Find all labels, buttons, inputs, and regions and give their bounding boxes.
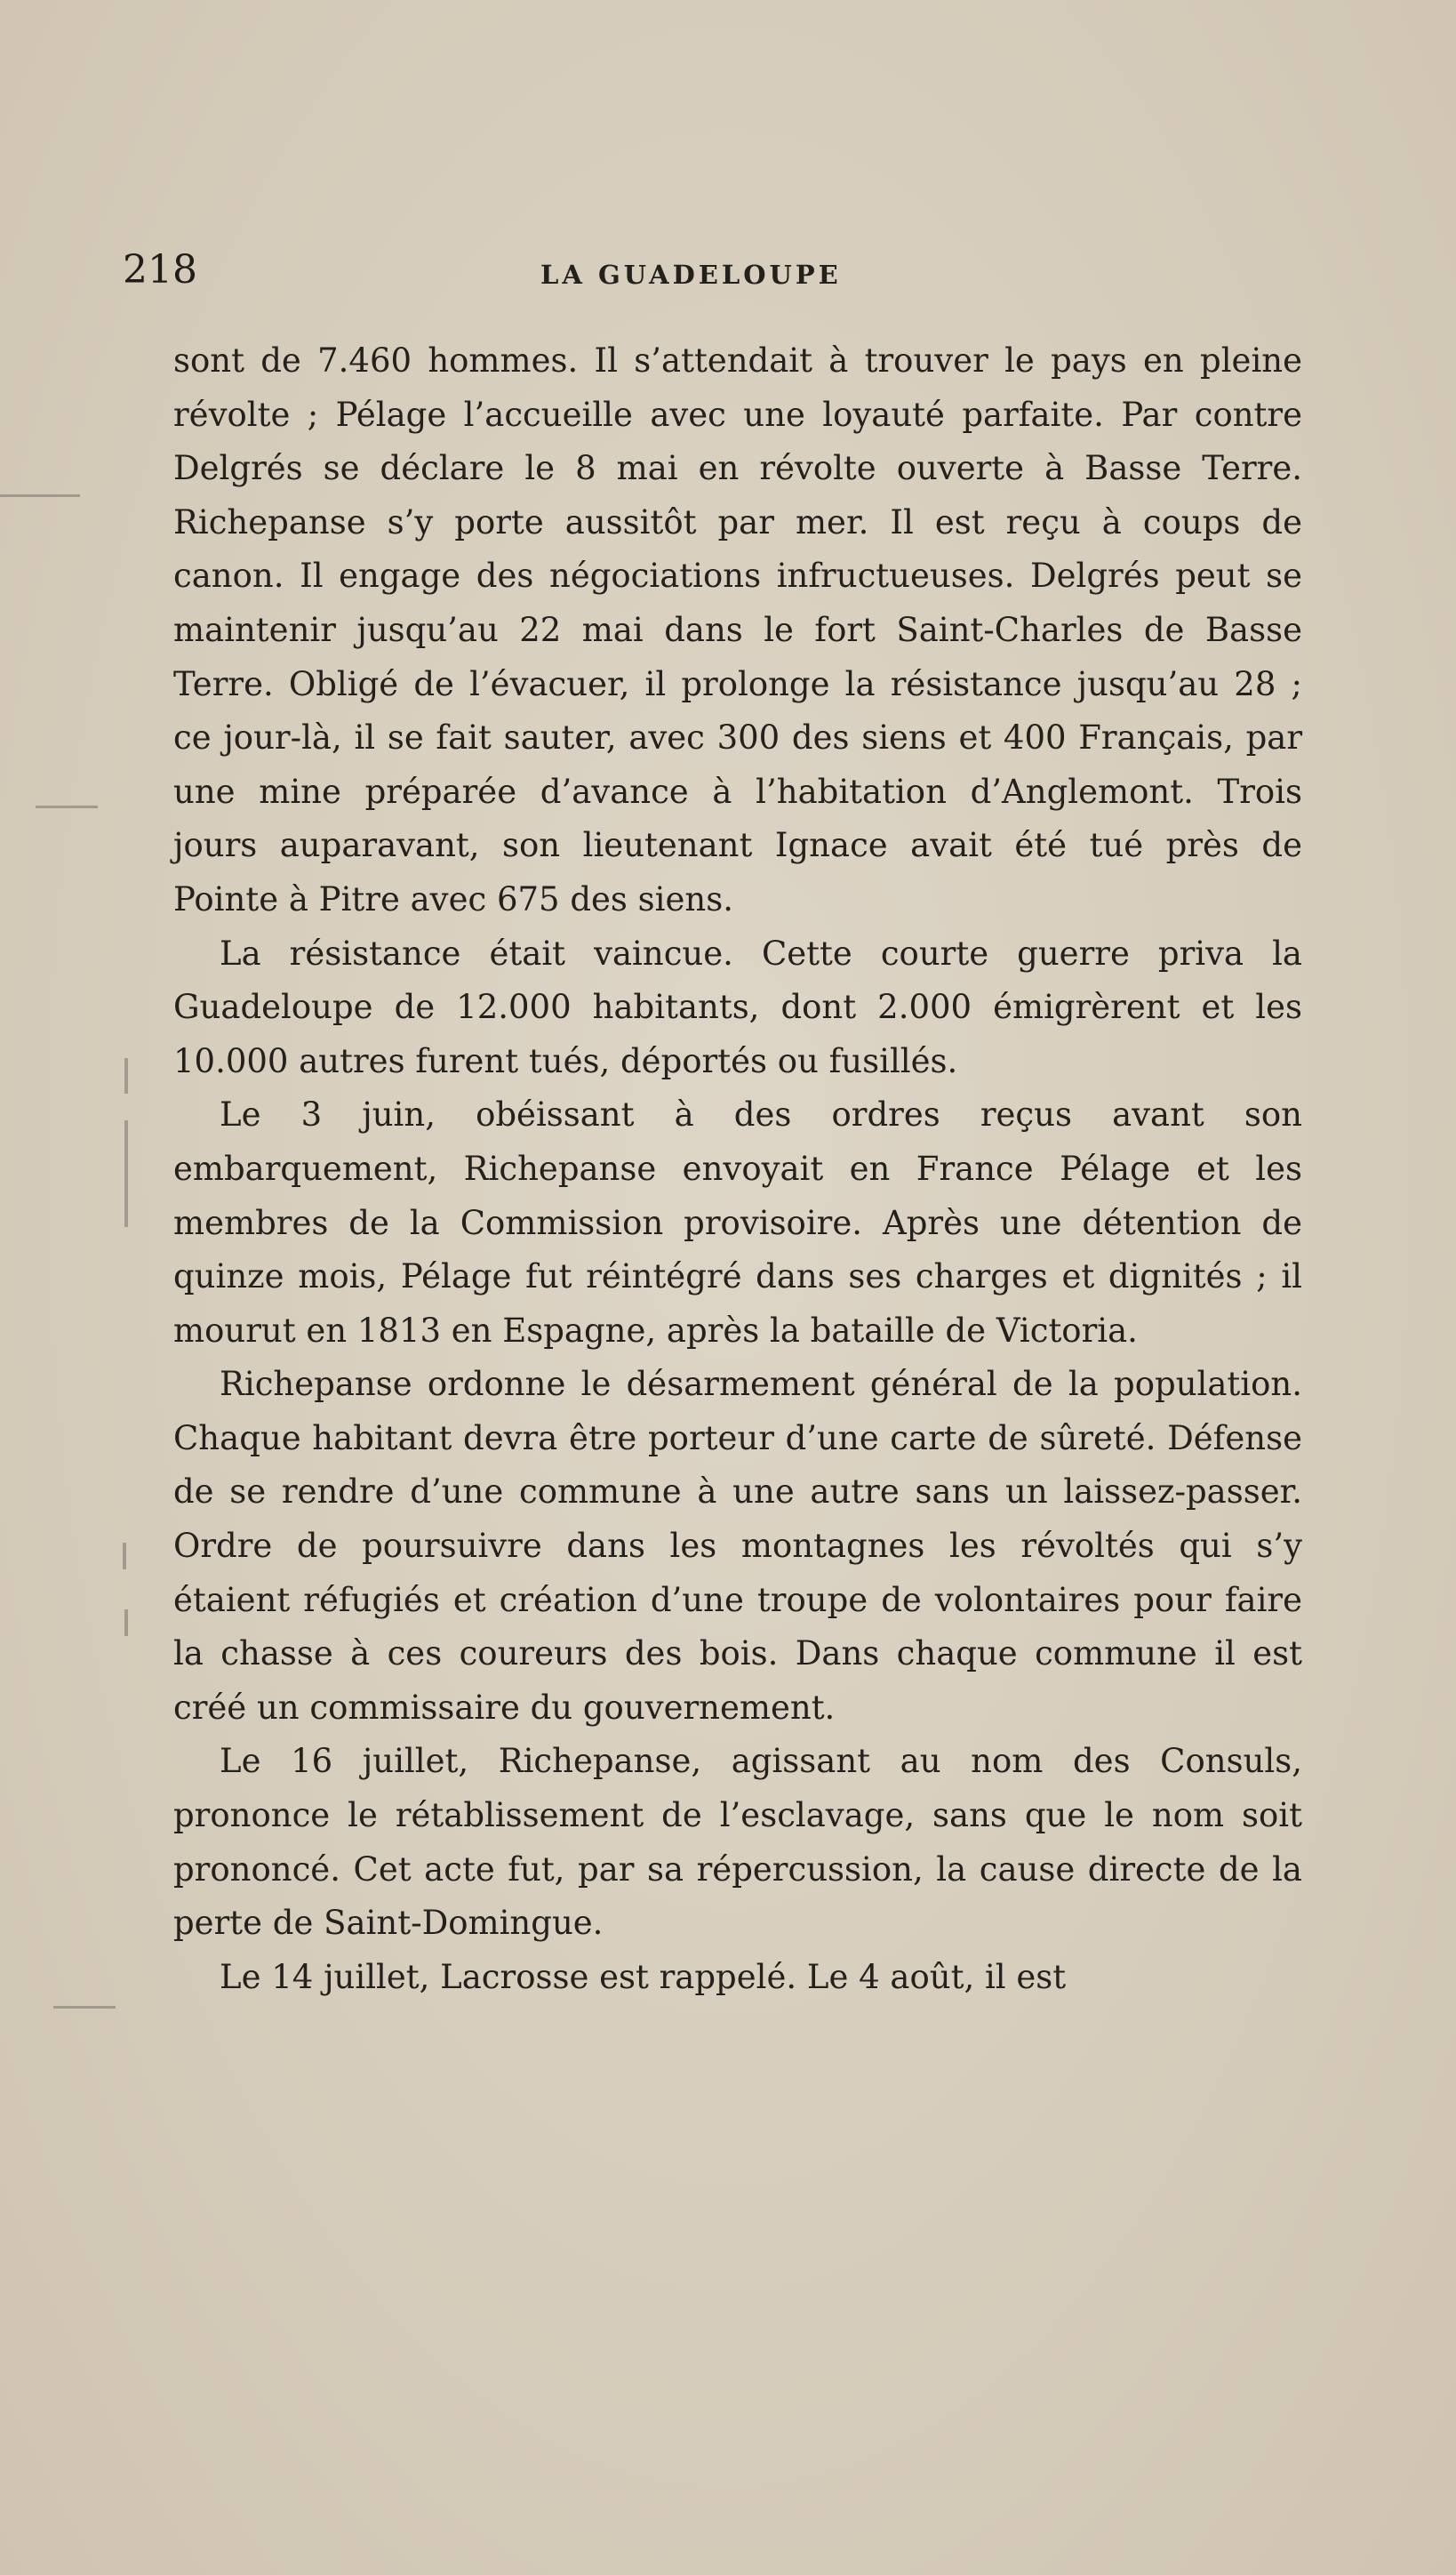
page-number: 218 xyxy=(123,247,197,293)
margin-mark xyxy=(124,1058,128,1094)
margin-mark xyxy=(124,1120,128,1227)
paragraph-1: sont de 7.460 hommes. Il s’attendait à trouver le pays en pleine révolte ; Pélage l’accueille avec une loyauté parfaite. Par contre Delgrés se déclare le 8 mai en révolte ouverte à Basse Terre. Richepanse s’y porte aussitôt par mer. Il est reçu à coups de canon. Il engage des négociations infructueuses. Delgrés peut se maintenir jusqu’au 22 mai dans le fort Saint-Charles de Basse Terre. Obligé de l’évacuer, il prolonge la résistance jusqu’au 28 ; ce jour-là, il se fait sauter, avec 300 des siens et 400 Français, par une mine préparée d’avance à l’habitation d’Anglemont. Trois jours auparavant, son lieutenant Ignace avait été tué près de Pointe à Pitre avec 675 des siens. xyxy=(173,341,1302,918)
page-header xyxy=(123,247,1305,301)
margin-mark xyxy=(124,1609,128,1636)
paragraph-4: Richepanse ordonne le désarmement général de la population. Chaque habitant devra être porteur d’une carte de sûreté. Défense de se rendre d’une commune à une autre sans un laissez-passer. Ordre de poursuivre dans les montagnes les révoltés qui s’y étaient réfugiés et création d’une troupe de volontaires pour faire la chasse à ces coureurs des bois. Dans chaque commune il est créé un commissaire du gouvernement. xyxy=(173,1365,1302,1727)
paragraph-2: La résistance était vaincue. Cette courte guerre priva la Guadeloupe de 12.000 habitants, dont 2.000 émigrèrent et les 10.000 autres furent tués, déportés ou fusillés. xyxy=(173,934,1302,1080)
paragraph-3: Le 3 juin, obéissant à des ordres reçus avant son embarquement, Richepanse envoyait en France Pélage et les membres de la Commission provisoire. Après une détention de quinze mois, Pélage fut réintégré dans ses charges et dignités ; il mourut en 1813 en Espagne, après la bataille de Victoria. xyxy=(173,1095,1302,1350)
paragraph-6: Le 14 juillet, Lacrosse est rappelé. Le 4 août, il est xyxy=(220,1957,1067,1996)
margin-mark xyxy=(36,806,98,808)
margin-mark xyxy=(0,494,80,497)
paragraph-5: Le 16 juillet, Richepanse, agissant au nom des Consuls, prononce le rétablissement de l’esclavage, sans que le nom soit prononcé. Cet acte fut, par sa répercussion, la cause directe de la perte de Saint-Domingue. xyxy=(173,1742,1302,1943)
body-text xyxy=(173,334,1302,2004)
running-title: LA GUADELOUPE xyxy=(540,260,842,290)
margin-mark xyxy=(123,1543,126,1569)
margin-mark xyxy=(53,2006,116,2009)
